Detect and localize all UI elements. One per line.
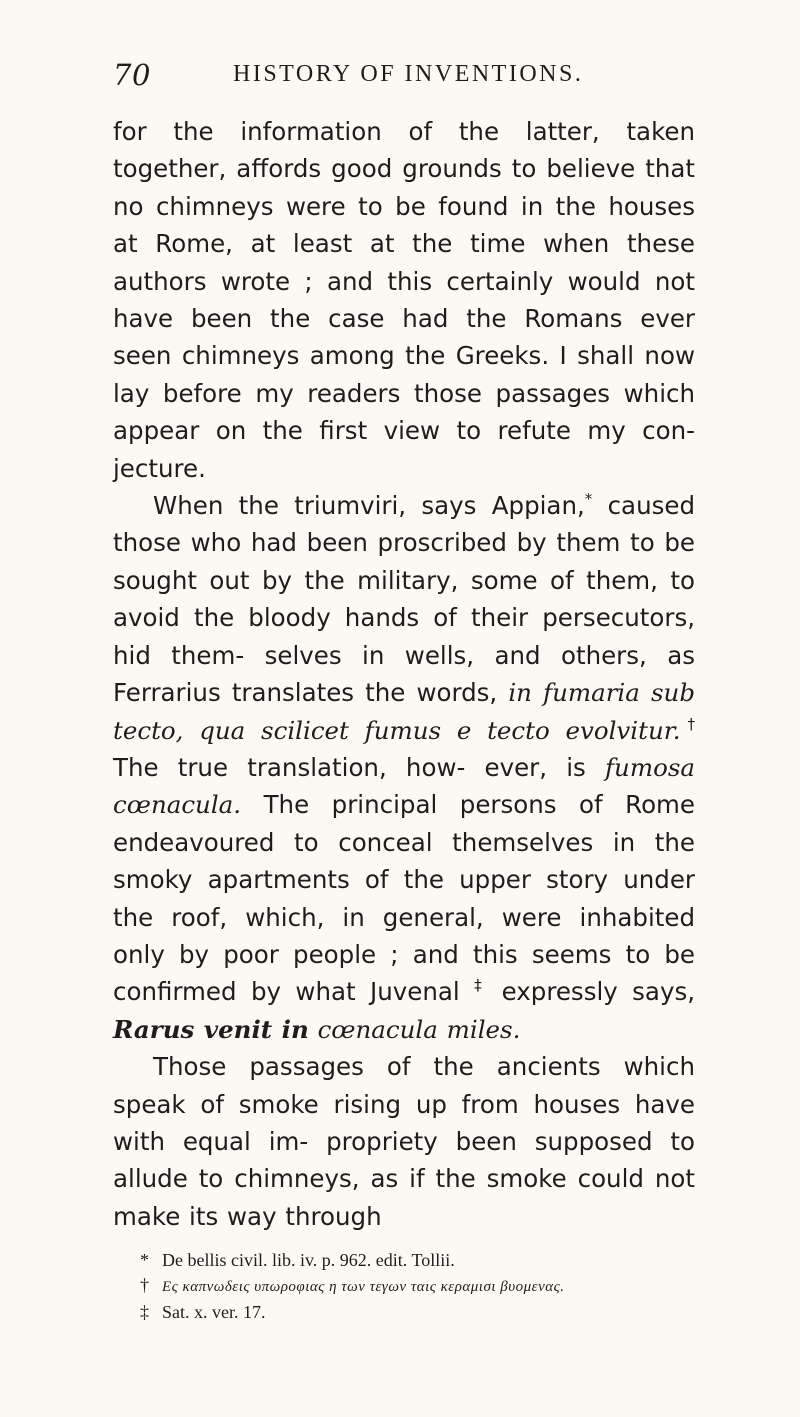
latin-quote-4: cœnacula miles. xyxy=(317,1014,521,1044)
page-number: 70 xyxy=(113,58,151,92)
body-text xyxy=(113,113,695,1235)
latin-quote-1: in fumaria sub tecto, qua scilicet fumus e tecto evolvitur. xyxy=(113,678,695,745)
footnote-3: ‡ Sat. x. ver. 17. xyxy=(140,1302,266,1322)
latin-quote-3: Rarus venit in xyxy=(113,1014,309,1044)
footnote-ref-1: * xyxy=(584,490,593,509)
latin-quote-2: fumosa cœnacula. xyxy=(113,752,695,820)
footnote-ref-3: ‡ xyxy=(474,976,488,995)
footnote-ref-2: † xyxy=(680,714,695,733)
footnotes xyxy=(140,1248,700,1325)
paragraph-3: Those passages of the ancients which speak of smoke rising up from houses have with equal im- propriety been supposed to allude to chimneys, as if the smoke could not make its way through xyxy=(113,1052,695,1231)
paragraph-1: for the information of the latter, taken together, affords good grounds to believe that no chimneys were to be found in the houses at Rome, at least at the time when these authors wrote ; and this certainly would not have been the case had the Romans ever seen chimneys among the Greeks. I shall now lay before my readers those passages which appear on the first view to refute my con- jecture. xyxy=(113,117,695,483)
paragraph-2: When the triumviri, says Appian,* caused those who had been proscribed by them to be sought out by the military, some of them, to avoid the bloody hands of their persecutors, hid them- selves in wells, and others, as Ferrarius translates the words, in fumaria sub tecto, qua scilicet fumus e tecto evolvitur.† The true translation, how- ever, is fumosa cœnacula. The principal persons of Rome endeavoured to conceal themselves in the smoky apartments of the upper story under the roof, which, in general, were inhabited only by poor people ; and this seems to be confirmed by what Juvenal ‡ expressly says, Rarus venit in cœnacula miles. xyxy=(113,490,695,1044)
page-header xyxy=(113,58,693,98)
footnote-1: * De bellis civil. lib. iv. p. 962. edit. Tollii. xyxy=(140,1250,455,1270)
running-head: HISTORY OF INVENTIONS. xyxy=(233,61,584,87)
footnote-2: † Ες καπνωδεις υπωροφιας η των τεγων ταις κεραμισι βυομενας. xyxy=(140,1275,565,1295)
